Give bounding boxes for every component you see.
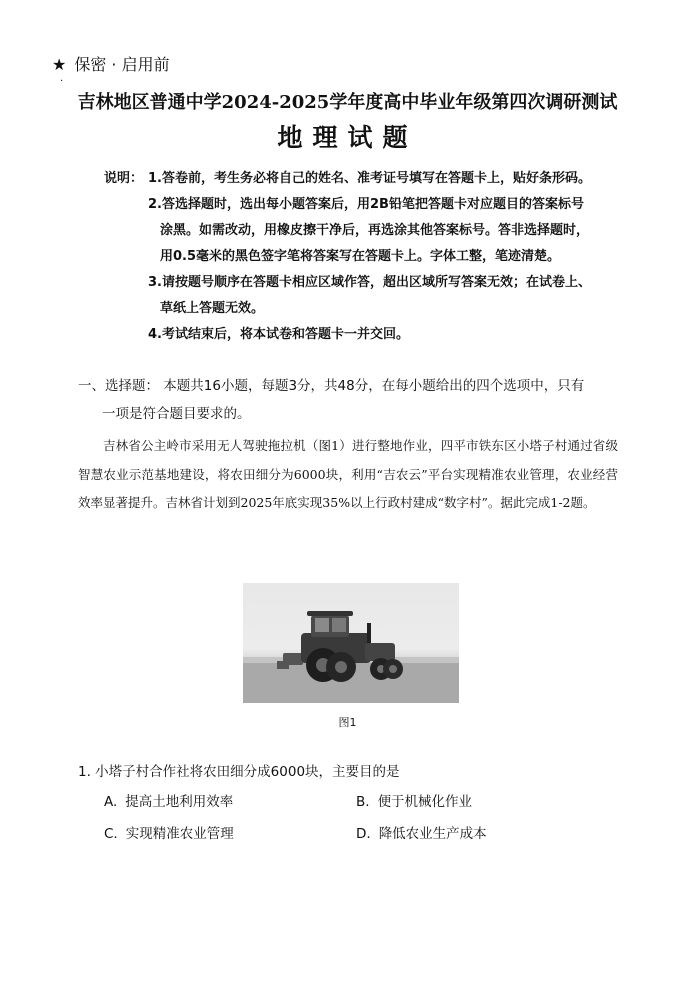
option-letter: D. <box>356 826 371 842</box>
section-heading <box>78 372 584 428</box>
subject-title: 地理试题 <box>277 123 418 152</box>
instruction-line: 涂黑。如需改动，用橡皮擦干净后，再选涂其他答案标号。答非选择题时， <box>160 223 590 238</box>
option-text: 实现精准农业管理 <box>125 826 234 842</box>
confidential-mark <box>52 52 170 75</box>
passage-text: 吉林省公主岭市采用无人驾驶拖拉机（图1）进行整地作业，四平市铁东区小塔子村通过省级智慧农业示范基地建设，将农田细分为6000块，利用“吉农云”平台实现精准农业管理，农业经营效率显著提升。吉林省计划到2025年底实现35%以上行政村建成“数字村”。据此完成1-2题。 <box>78 438 618 510</box>
section-line-2: 一项是符合题目要求的。 <box>102 406 251 422</box>
option-a[interactable] <box>104 790 233 810</box>
tractor-illustration <box>243 583 459 703</box>
figure-caption: 图1 <box>338 716 357 729</box>
reading-passage <box>78 432 618 518</box>
confidential-label: 保密 · 启用前 <box>74 55 170 74</box>
option-letter: B. <box>356 794 370 810</box>
question-stem: 1. 小塔子村合作社将农田细分成6000块，主要目的是 <box>78 764 400 780</box>
option-text: 降低农业生产成本 <box>378 826 487 842</box>
instruction-line: 3.请按题号顺序在答题卡相应区域作答，超出区域所写答案无效；在试卷上、 <box>148 275 591 290</box>
option-text: 提高土地利用效率 <box>125 794 234 810</box>
option-b[interactable] <box>356 790 472 810</box>
instruction-line: 4.考试结束后，将本试卷和答题卡一并交回。 <box>148 327 409 342</box>
option-letter: A. <box>104 794 118 810</box>
dot-mark: · <box>60 76 64 87</box>
option-d[interactable] <box>356 822 487 842</box>
star-icon: ★ <box>52 55 67 74</box>
instructions-label: 说明： <box>104 171 144 186</box>
tractor-photo <box>243 583 459 703</box>
instruction-line: 草纸上答题无效。 <box>160 301 265 316</box>
section-line-1: 一、选择题： 本题共16小题，每题3分，共48分，在每小题给出的四个选项中，只有 <box>78 378 585 394</box>
option-text: 便于机械化作业 <box>377 794 473 810</box>
option-c[interactable] <box>104 822 234 842</box>
instruction-line: 1.答卷前，考生务必将自己的姓名、准考证号填写在答题卡上，贴好条形码。 <box>148 171 591 186</box>
instruction-line: 用0.5毫米的黑色签字笔将答案写在答题卡上。字体工整，笔迹清楚。 <box>160 249 561 264</box>
exam-title: 吉林地区普通中学2024-2025学年度高中毕业年级第四次调研测试 <box>77 92 618 113</box>
option-letter: C. <box>104 826 118 842</box>
instruction-line: 2.答选择题时，选出每小题答案后，用2B铅笔把答题卡对应题目的答案标号 <box>148 197 584 212</box>
